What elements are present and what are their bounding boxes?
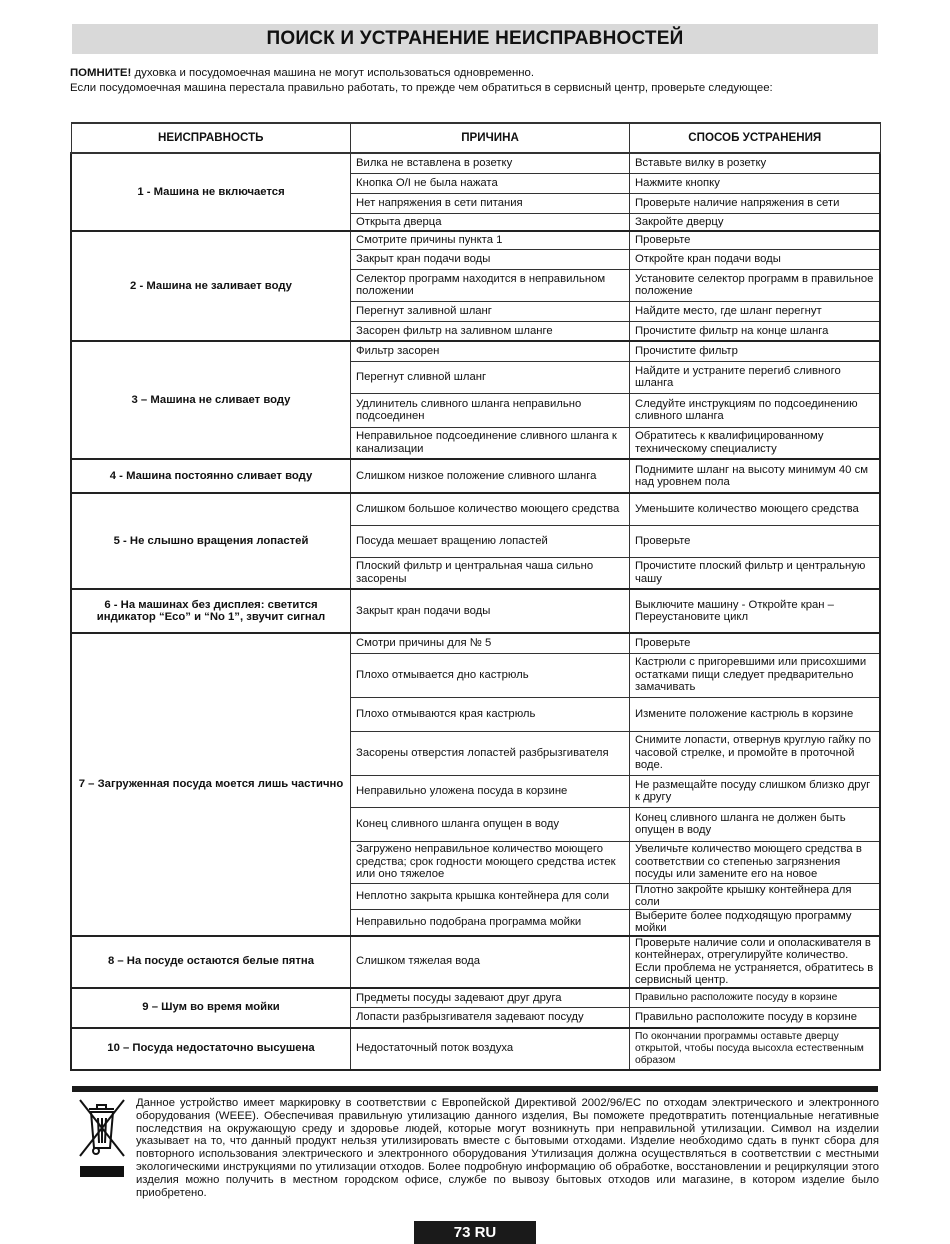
fault-cell: 7 – Загруженная посуда моется лишь частично: [71, 633, 351, 936]
header-fault: НЕИСПРАВНОСТЬ: [71, 123, 351, 153]
remedy-cell: Прочистите фильтр: [630, 341, 881, 361]
weee-notice: Данное устройство имеет маркировку в соответствии с Европейской Директивой 2002/96/ЕС по отходам электрического и электронного оборудования (WEEE). Обеспечивая правильную утилизацию данного изделия, Вы поможете предотвратить потенциальные негативные последствия на окружающую среду и здоровье людей, которые могут возникнуть при неправильной утилизации. Символ на изделии указывает на то, что данный продукт нельзя утилизировать вместе с бытовыми отходами. Изделие необходимо сдать в пункт сбора для повторного использования электрического и электронного оборудования Утилизация должна осуществляться в соответствии с местными экологическими инструкциями по утилизации отходов. Более подробную информацию об обработке, восстановлении и рециркуляции этого изделия можно получить в местном городском офисе, службе по вывозу бытовых отходов или магазине, в котором изделие было приобретено.: [136, 1097, 879, 1199]
table-row: [71, 1028, 880, 1070]
cause-cell: Неправильно уложена посуда в корзине: [351, 775, 630, 807]
header-remedy: СПОСОБ УСТРАНЕНИЯ: [630, 123, 881, 153]
fault-cell: 1 - Машина не включается: [71, 153, 351, 231]
fault-cell: 5 - Не слышно вращения лопастей: [71, 493, 351, 589]
fault-cell: 10 – Посуда недостаточно высушена: [71, 1028, 351, 1070]
cause-cell: Слишком низкое положение сливного шланга: [351, 459, 630, 493]
table-body: [71, 153, 880, 1070]
fault-cell: 4 - Машина постоянно сливает воду: [71, 459, 351, 493]
troubleshooting-table: [70, 122, 881, 1071]
cause-cell: Селектор программ находится в неправильном положении: [351, 269, 630, 301]
remedy-cell: Правильно расположите посуду в корзине: [630, 1008, 881, 1028]
cause-cell: Удлинитель сливного шланга неправильно подсоединен: [351, 393, 630, 427]
remedy-cell: Измените положение кастрюль в корзине: [630, 697, 881, 731]
cause-cell: Недостаточный поток воздуха: [351, 1028, 630, 1070]
page-title: ПОИСК И УСТРАНЕНИЕ НЕИСПРАВНОСТЕЙ: [266, 28, 684, 49]
cause-cell: Плохо отмывается дно кастрюль: [351, 653, 630, 697]
remedy-cell: Закройте дверцу: [630, 213, 881, 231]
remedy-cell: Правильно расположите посуду в корзине: [630, 988, 881, 1008]
crossed-out-wheelie-bin-icon: [76, 1096, 128, 1178]
cause-cell: Слишком большое количество моющего средства: [351, 493, 630, 525]
remedy-cell: Найдите место, где шланг перегнут: [630, 301, 881, 321]
table-row: [71, 341, 880, 361]
remedy-cell: Снимите лопасти, отвернув круглую гайку по часовой стрелке, и промойте в проточной воде.: [630, 731, 881, 775]
cause-cell: Нет напряжения в сети питания: [351, 193, 630, 213]
remedy-cell: Обратитесь к квалифицированному техническому специалисту: [630, 427, 881, 459]
table-row: [71, 231, 880, 249]
cause-cell: Посуда мешает вращению лопастей: [351, 525, 630, 557]
cause-cell: Закрыт кран подачи воды: [351, 589, 630, 633]
cause-cell: Перегнут сливной шланг: [351, 361, 630, 393]
remedy-cell: Выберите более подходящую программу мойки: [630, 909, 881, 936]
fault-cell: 3 – Машина не сливает воду: [71, 341, 351, 459]
cause-cell: Вилка не вставлена в розетку: [351, 153, 630, 173]
cause-cell: Лопасти разбрызгивателя задевают посуду: [351, 1008, 630, 1028]
remedy-cell: Прочистите фильтр на конце шланга: [630, 321, 881, 341]
page-title-bar: [72, 24, 878, 54]
table-row: [71, 153, 880, 173]
remedy-cell: Откройте кран подачи воды: [630, 249, 881, 269]
remedy-cell: Уменьшите количество моющего средства: [630, 493, 881, 525]
weee-divider: [72, 1086, 878, 1092]
intro-note-label: ПОМНИТЕ!: [70, 67, 132, 79]
remedy-cell: Плотно закройте крышку контейнера для соли: [630, 883, 881, 909]
fault-cell: 8 – На посуде остаются белые пятна: [71, 936, 351, 988]
cause-cell: Кнопка О/I не была нажата: [351, 173, 630, 193]
cause-cell: Слишком тяжелая вода: [351, 936, 630, 988]
cause-cell: Неплотно закрыта крышка контейнера для соли: [351, 883, 630, 909]
remedy-cell: Проверьте: [630, 633, 881, 653]
remedy-cell: Проверьте наличие напряжения в сети: [630, 193, 881, 213]
remedy-cell: Вставьте вилку в розетку: [630, 153, 881, 173]
header-cause: ПРИЧИНА: [351, 123, 630, 153]
cause-cell: Фильтр засорен: [351, 341, 630, 361]
remedy-cell: Найдите и устраните перегиб сливного шланга: [630, 361, 881, 393]
table-row: [71, 633, 880, 653]
intro-paragraph: [70, 66, 890, 96]
cause-cell: Засорен фильтр на заливном шланге: [351, 321, 630, 341]
cause-cell: Открыта дверца: [351, 213, 630, 231]
cause-cell: Загружено неправильное количество моющего средства; срок годности моющего средства истек или оно тяжелое: [351, 841, 630, 883]
remedy-cell: По окончании программы оставьте дверцу открытой, чтобы посуда высохла естественным образом: [630, 1028, 881, 1070]
remedy-cell: Проверьте: [630, 231, 881, 249]
fault-cell: 6 - На машинах без дисплея: светится индикатор “Eco” и “No 1”, звучит сигнал: [71, 589, 351, 633]
page-number: 73 RU: [414, 1221, 536, 1244]
intro-note: [70, 66, 890, 81]
cause-cell: Перегнут заливной шланг: [351, 301, 630, 321]
table-header-row: [71, 123, 880, 153]
table-row: [71, 493, 880, 525]
cause-cell: Неправильно подобрана программа мойки: [351, 909, 630, 936]
cause-cell: Закрыт кран подачи воды: [351, 249, 630, 269]
remedy-cell: Проверьте наличие соли и ополаскивателя в контейнерах, отрегулируйте количество. Если проблема не устраняется, обратитесь в сервисный центр.: [630, 936, 881, 988]
table-row: [71, 988, 880, 1008]
remedy-cell: Не размещайте посуду слишком близко друг к другу: [630, 775, 881, 807]
table-row: [71, 459, 880, 493]
cause-cell: Смотрите причины пункта 1: [351, 231, 630, 249]
cause-cell: Смотри причины для № 5: [351, 633, 630, 653]
intro-note-text: духовка и посудомоечная машина не могут использоваться одновременно.: [131, 67, 535, 79]
remedy-cell: Проверьте: [630, 525, 881, 557]
cause-cell: Засорены отверстия лопастей разбрызгивателя: [351, 731, 630, 775]
cause-cell: Предметы посуды задевают друг друга: [351, 988, 630, 1008]
table-row: [71, 936, 880, 988]
cause-cell: Конец сливного шланга опущен в воду: [351, 807, 630, 841]
cause-cell: Плохо отмываются края кастрюль: [351, 697, 630, 731]
remedy-cell: Выключите машину - Откройте кран – Переустановите цикл: [630, 589, 881, 633]
fault-cell: 9 – Шум во время мойки: [71, 988, 351, 1028]
remedy-cell: Увеличьте количество моющего средства в соответствии со степенью загрязнения посуды или замените его на новое: [630, 841, 881, 883]
cause-cell: Плоский фильтр и центральная чаша сильно засорены: [351, 557, 630, 589]
intro-line: Если посудомоечная машина перестала правильно работать, то прежде чем обратиться в сервисный центр, проверьте следующее:: [70, 82, 773, 94]
remedy-cell: Следуйте инструкциям по подсоединению сливного шланга: [630, 393, 881, 427]
remedy-cell: Прочистите плоский фильтр и центральную чашу: [630, 557, 881, 589]
remedy-cell: Нажмите кнопку: [630, 173, 881, 193]
remedy-cell: Установите селектор программ в правильное положение: [630, 269, 881, 301]
remedy-cell: Поднимите шланг на высоту минимум 40 см над уровнем пола: [630, 459, 881, 493]
remedy-cell: Конец сливного шланга не должен быть опущен в воду: [630, 807, 881, 841]
remedy-cell: Кастрюли с пригоревшими или присохшими остатками пищи следует предварительно замачивать: [630, 653, 881, 697]
table-row: [71, 589, 880, 633]
fault-cell: 2 - Машина не заливает воду: [71, 231, 351, 341]
cause-cell: Неправильное подсоединение сливного шланга к канализации: [351, 427, 630, 459]
